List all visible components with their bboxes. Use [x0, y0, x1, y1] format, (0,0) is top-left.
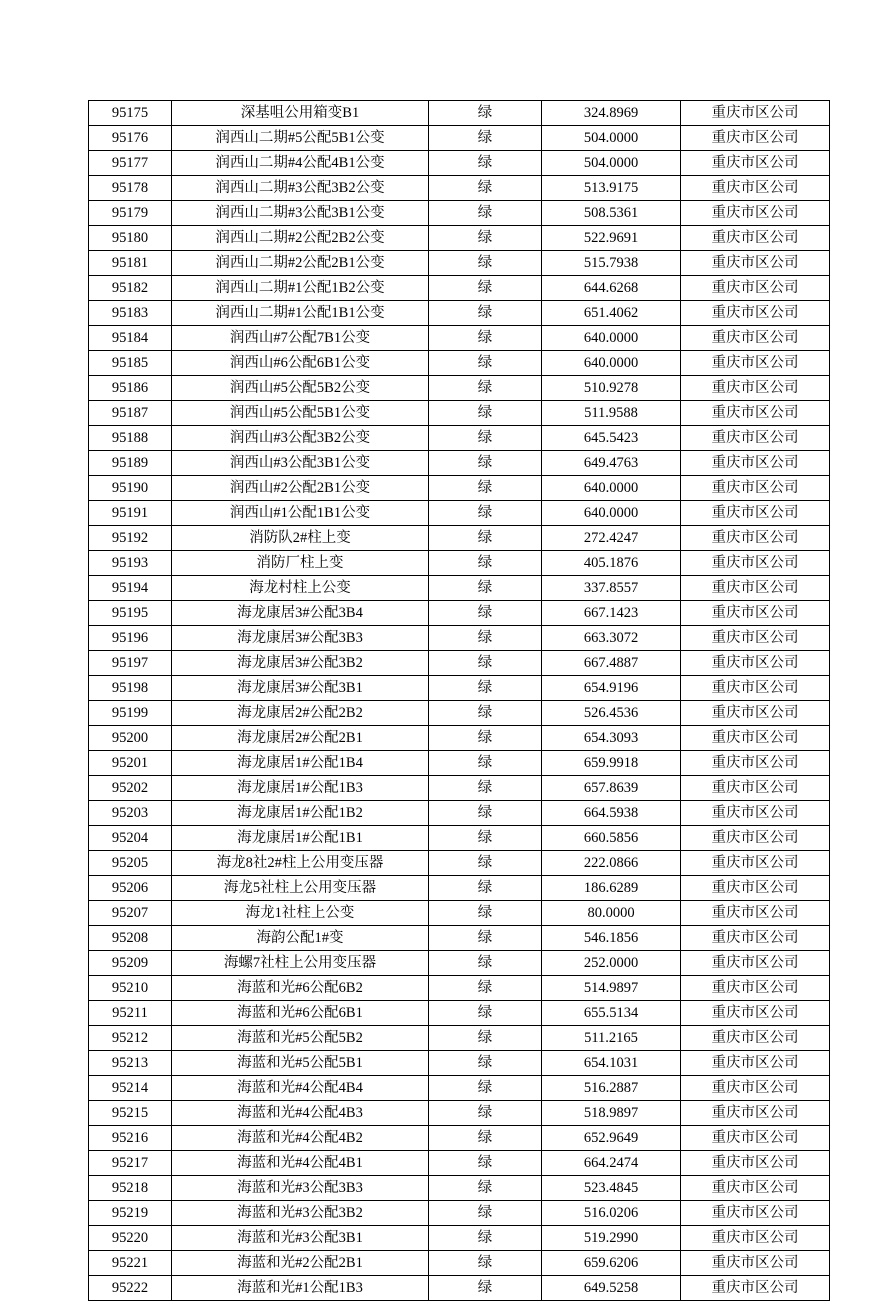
cell-level: 绿: [429, 626, 542, 651]
cell-id: 95213: [89, 1051, 172, 1076]
cell-name: 润西山#5公配5B2公变: [172, 376, 429, 401]
cell-id: 95217: [89, 1151, 172, 1176]
table-row: [89, 1126, 830, 1151]
cell-name: 海龙1社柱上公变: [172, 901, 429, 926]
cell-name: 润西山二期#1公配1B2公变: [172, 276, 429, 301]
cell-value: 80.0000: [542, 901, 681, 926]
cell-level: 绿: [429, 976, 542, 1001]
cell-value: 654.9196: [542, 676, 681, 701]
cell-id: 95179: [89, 201, 172, 226]
cell-value: 664.2474: [542, 1151, 681, 1176]
cell-name: 润西山#3公配3B2公变: [172, 426, 429, 451]
table-row: [89, 926, 830, 951]
cell-id: 95184: [89, 326, 172, 351]
cell-level: 绿: [429, 1226, 542, 1251]
cell-organization: 重庆市区公司: [681, 401, 830, 426]
cell-id: 95205: [89, 851, 172, 876]
cell-id: 95210: [89, 976, 172, 1001]
table-row: [89, 176, 830, 201]
cell-level: 绿: [429, 1176, 542, 1201]
cell-id: 95181: [89, 251, 172, 276]
cell-level: 绿: [429, 1076, 542, 1101]
cell-id: 95209: [89, 951, 172, 976]
cell-organization: 重庆市区公司: [681, 751, 830, 776]
cell-level: 绿: [429, 601, 542, 626]
cell-organization: 重庆市区公司: [681, 601, 830, 626]
cell-value: 511.9588: [542, 401, 681, 426]
cell-organization: 重庆市区公司: [681, 226, 830, 251]
cell-level: 绿: [429, 1276, 542, 1301]
cell-organization: 重庆市区公司: [681, 1126, 830, 1151]
table-row: [89, 476, 830, 501]
cell-id: 95194: [89, 576, 172, 601]
cell-value: 654.3093: [542, 726, 681, 751]
cell-id: 95193: [89, 551, 172, 576]
cell-value: 657.8639: [542, 776, 681, 801]
table-row: [89, 576, 830, 601]
cell-name: 润西山#2公配2B1公变: [172, 476, 429, 501]
cell-level: 绿: [429, 701, 542, 726]
table-row: [89, 351, 830, 376]
cell-level: 绿: [429, 576, 542, 601]
cell-name: 润西山二期#3公配3B2公变: [172, 176, 429, 201]
cell-value: 186.6289: [542, 876, 681, 901]
cell-value: 515.7938: [542, 251, 681, 276]
cell-value: 667.4887: [542, 651, 681, 676]
cell-value: 518.9897: [542, 1101, 681, 1126]
table-row: [89, 976, 830, 1001]
table-row: [89, 801, 830, 826]
cell-value: 324.8969: [542, 101, 681, 126]
table-row: [89, 851, 830, 876]
cell-level: 绿: [429, 1051, 542, 1076]
cell-value: 504.0000: [542, 151, 681, 176]
cell-organization: 重庆市区公司: [681, 101, 830, 126]
cell-organization: 重庆市区公司: [681, 701, 830, 726]
cell-organization: 重庆市区公司: [681, 476, 830, 501]
cell-level: 绿: [429, 451, 542, 476]
cell-id: 95216: [89, 1126, 172, 1151]
cell-value: 645.5423: [542, 426, 681, 451]
cell-name: 海蓝和光#4公配4B3: [172, 1101, 429, 1126]
cell-organization: 重庆市区公司: [681, 826, 830, 851]
cell-id: 95192: [89, 526, 172, 551]
cell-value: 519.2990: [542, 1226, 681, 1251]
cell-organization: 重庆市区公司: [681, 1176, 830, 1201]
cell-id: 95219: [89, 1201, 172, 1226]
cell-value: 667.1423: [542, 601, 681, 626]
cell-value: 252.0000: [542, 951, 681, 976]
cell-name: 海蓝和光#3公配3B3: [172, 1176, 429, 1201]
cell-name: 润西山二期#2公配2B1公变: [172, 251, 429, 276]
cell-name: 消防队2#柱上变: [172, 526, 429, 551]
cell-value: 660.5856: [542, 826, 681, 851]
cell-level: 绿: [429, 526, 542, 551]
table-row: [89, 751, 830, 776]
cell-id: 95190: [89, 476, 172, 501]
cell-name: 润西山#3公配3B1公变: [172, 451, 429, 476]
cell-level: 绿: [429, 876, 542, 901]
cell-name: 润西山二期#5公配5B1公变: [172, 126, 429, 151]
cell-id: 95197: [89, 651, 172, 676]
cell-level: 绿: [429, 1101, 542, 1126]
cell-id: 95177: [89, 151, 172, 176]
cell-id: 95186: [89, 376, 172, 401]
cell-id: 95207: [89, 901, 172, 926]
cell-level: 绿: [429, 1026, 542, 1051]
cell-id: 95178: [89, 176, 172, 201]
cell-value: 640.0000: [542, 351, 681, 376]
cell-organization: 重庆市区公司: [681, 1001, 830, 1026]
cell-id: 95220: [89, 1226, 172, 1251]
table-row: [89, 551, 830, 576]
cell-level: 绿: [429, 276, 542, 301]
cell-level: 绿: [429, 1151, 542, 1176]
cell-name: 海蓝和光#5公配5B2: [172, 1026, 429, 1051]
table-row: [89, 1201, 830, 1226]
cell-id: 95221: [89, 1251, 172, 1276]
cell-organization: 重庆市区公司: [681, 526, 830, 551]
cell-value: 654.1031: [542, 1051, 681, 1076]
cell-value: 511.2165: [542, 1026, 681, 1051]
cell-organization: 重庆市区公司: [681, 376, 830, 401]
cell-value: 664.5938: [542, 801, 681, 826]
cell-value: 640.0000: [542, 326, 681, 351]
table-row: [89, 126, 830, 151]
table-row: [89, 901, 830, 926]
cell-organization: 重庆市区公司: [681, 201, 830, 226]
cell-organization: 重庆市区公司: [681, 1101, 830, 1126]
cell-id: 95183: [89, 301, 172, 326]
cell-level: 绿: [429, 176, 542, 201]
cell-level: 绿: [429, 751, 542, 776]
table-row: [89, 676, 830, 701]
cell-name: 海龙村柱上公变: [172, 576, 429, 601]
cell-organization: 重庆市区公司: [681, 176, 830, 201]
cell-level: 绿: [429, 101, 542, 126]
cell-name: 海龙康居2#公配2B2: [172, 701, 429, 726]
cell-organization: 重庆市区公司: [681, 501, 830, 526]
cell-id: 95200: [89, 726, 172, 751]
cell-id: 95176: [89, 126, 172, 151]
cell-value: 663.3072: [542, 626, 681, 651]
cell-level: 绿: [429, 326, 542, 351]
table-row: [89, 1001, 830, 1026]
cell-organization: 重庆市区公司: [681, 1051, 830, 1076]
cell-name: 润西山二期#4公配4B1公变: [172, 151, 429, 176]
cell-level: 绿: [429, 551, 542, 576]
cell-value: 651.4062: [542, 301, 681, 326]
table-body: [89, 101, 830, 1301]
cell-organization: 重庆市区公司: [681, 876, 830, 901]
cell-value: 272.4247: [542, 526, 681, 551]
table-row: [89, 1151, 830, 1176]
cell-id: 95185: [89, 351, 172, 376]
table-row: [89, 276, 830, 301]
cell-name: 海龙5社柱上公用变压器: [172, 876, 429, 901]
cell-value: 222.0866: [542, 851, 681, 876]
cell-organization: 重庆市区公司: [681, 1201, 830, 1226]
cell-level: 绿: [429, 651, 542, 676]
cell-level: 绿: [429, 1001, 542, 1026]
cell-organization: 重庆市区公司: [681, 626, 830, 651]
table-row: [89, 451, 830, 476]
cell-level: 绿: [429, 1126, 542, 1151]
cell-organization: 重庆市区公司: [681, 851, 830, 876]
cell-level: 绿: [429, 151, 542, 176]
cell-id: 95206: [89, 876, 172, 901]
cell-level: 绿: [429, 251, 542, 276]
cell-name: 海蓝和光#5公配5B1: [172, 1051, 429, 1076]
table-row: [89, 1226, 830, 1251]
cell-id: 95188: [89, 426, 172, 451]
cell-organization: 重庆市区公司: [681, 976, 830, 1001]
cell-id: 95204: [89, 826, 172, 851]
cell-level: 绿: [429, 776, 542, 801]
cell-organization: 重庆市区公司: [681, 926, 830, 951]
cell-name: 海龙康居3#公配3B4: [172, 601, 429, 626]
cell-organization: 重庆市区公司: [681, 551, 830, 576]
cell-id: 95180: [89, 226, 172, 251]
table-row: [89, 251, 830, 276]
cell-name: 海龙康居1#公配1B1: [172, 826, 429, 851]
cell-name: 海龙康居1#公配1B2: [172, 801, 429, 826]
cell-id: 95214: [89, 1076, 172, 1101]
cell-organization: 重庆市区公司: [681, 276, 830, 301]
table-row: [89, 601, 830, 626]
cell-name: 海韵公配1#变: [172, 926, 429, 951]
cell-organization: 重庆市区公司: [681, 326, 830, 351]
cell-name: 海龙康居1#公配1B4: [172, 751, 429, 776]
cell-name: 海蓝和光#4公配4B1: [172, 1151, 429, 1176]
cell-organization: 重庆市区公司: [681, 251, 830, 276]
cell-id: 95196: [89, 626, 172, 651]
cell-level: 绿: [429, 401, 542, 426]
table-row: [89, 226, 830, 251]
cell-organization: 重庆市区公司: [681, 151, 830, 176]
cell-organization: 重庆市区公司: [681, 801, 830, 826]
table-row: [89, 726, 830, 751]
table-row: [89, 626, 830, 651]
cell-name: 润西山二期#1公配1B1公变: [172, 301, 429, 326]
table-row: [89, 1076, 830, 1101]
cell-name: 海蓝和光#3公配3B1: [172, 1226, 429, 1251]
cell-level: 绿: [429, 726, 542, 751]
cell-name: 海蓝和光#3公配3B2: [172, 1201, 429, 1226]
cell-value: 640.0000: [542, 476, 681, 501]
cell-value: 526.4536: [542, 701, 681, 726]
cell-value: 522.9691: [542, 226, 681, 251]
cell-organization: 重庆市区公司: [681, 651, 830, 676]
cell-name: 润西山#6公配6B1公变: [172, 351, 429, 376]
cell-id: 95198: [89, 676, 172, 701]
cell-level: 绿: [429, 826, 542, 851]
cell-value: 514.9897: [542, 976, 681, 1001]
table-row: [89, 501, 830, 526]
cell-level: 绿: [429, 926, 542, 951]
cell-value: 405.1876: [542, 551, 681, 576]
cell-name: 海龙康居1#公配1B3: [172, 776, 429, 801]
cell-level: 绿: [429, 1251, 542, 1276]
cell-id: 95215: [89, 1101, 172, 1126]
table-row: [89, 1251, 830, 1276]
cell-value: 649.5258: [542, 1276, 681, 1301]
cell-level: 绿: [429, 501, 542, 526]
table-row: [89, 301, 830, 326]
table-row: [89, 826, 830, 851]
cell-organization: 重庆市区公司: [681, 1276, 830, 1301]
cell-level: 绿: [429, 351, 542, 376]
table-row: [89, 1101, 830, 1126]
table-row: [89, 101, 830, 126]
cell-organization: 重庆市区公司: [681, 776, 830, 801]
table-row: [89, 151, 830, 176]
cell-value: 644.6268: [542, 276, 681, 301]
cell-name: 润西山二期#3公配3B1公变: [172, 201, 429, 226]
table-row: [89, 651, 830, 676]
cell-id: 95175: [89, 101, 172, 126]
cell-organization: 重庆市区公司: [681, 1251, 830, 1276]
cell-name: 海蓝和光#4公配4B4: [172, 1076, 429, 1101]
cell-level: 绿: [429, 801, 542, 826]
cell-name: 海蓝和光#2公配2B1: [172, 1251, 429, 1276]
cell-organization: 重庆市区公司: [681, 451, 830, 476]
cell-name: 海龙康居2#公配2B1: [172, 726, 429, 751]
table-row: [89, 526, 830, 551]
cell-organization: 重庆市区公司: [681, 1151, 830, 1176]
cell-value: 649.4763: [542, 451, 681, 476]
table-row: [89, 426, 830, 451]
cell-level: 绿: [429, 1201, 542, 1226]
cell-value: 655.5134: [542, 1001, 681, 1026]
cell-id: 95211: [89, 1001, 172, 1026]
cell-organization: 重庆市区公司: [681, 1226, 830, 1251]
cell-value: 513.9175: [542, 176, 681, 201]
cell-level: 绿: [429, 426, 542, 451]
cell-organization: 重庆市区公司: [681, 301, 830, 326]
cell-id: 95222: [89, 1276, 172, 1301]
cell-value: 652.9649: [542, 1126, 681, 1151]
cell-id: 95187: [89, 401, 172, 426]
cell-name: 海蓝和光#4公配4B2: [172, 1126, 429, 1151]
cell-name: 海龙康居3#公配3B1: [172, 676, 429, 701]
cell-name: 消防厂柱上变: [172, 551, 429, 576]
table-row: [89, 951, 830, 976]
cell-value: 640.0000: [542, 501, 681, 526]
cell-name: 深基咀公用箱变B1: [172, 101, 429, 126]
table-row: [89, 1176, 830, 1201]
cell-id: 95199: [89, 701, 172, 726]
cell-organization: 重庆市区公司: [681, 576, 830, 601]
transformer-table: [88, 100, 830, 1301]
cell-id: 95182: [89, 276, 172, 301]
table-row: [89, 326, 830, 351]
table-row: [89, 401, 830, 426]
table-row: [89, 1026, 830, 1051]
cell-level: 绿: [429, 301, 542, 326]
table-row: [89, 701, 830, 726]
table-row: [89, 1051, 830, 1076]
cell-id: 95195: [89, 601, 172, 626]
cell-organization: 重庆市区公司: [681, 901, 830, 926]
table-row: [89, 1276, 830, 1301]
cell-id: 95203: [89, 801, 172, 826]
cell-name: 海蓝和光#1公配1B3: [172, 1276, 429, 1301]
cell-name: 润西山#7公配7B1公变: [172, 326, 429, 351]
cell-name: 海蓝和光#6公配6B1: [172, 1001, 429, 1026]
cell-value: 508.5361: [542, 201, 681, 226]
table-row: [89, 376, 830, 401]
cell-organization: 重庆市区公司: [681, 126, 830, 151]
cell-id: 95189: [89, 451, 172, 476]
cell-level: 绿: [429, 476, 542, 501]
cell-id: 95208: [89, 926, 172, 951]
cell-level: 绿: [429, 951, 542, 976]
cell-level: 绿: [429, 126, 542, 151]
cell-organization: 重庆市区公司: [681, 726, 830, 751]
cell-name: 海龙康居3#公配3B2: [172, 651, 429, 676]
cell-level: 绿: [429, 376, 542, 401]
cell-organization: 重庆市区公司: [681, 1026, 830, 1051]
table-row: [89, 876, 830, 901]
cell-name: 海螺7社柱上公用变压器: [172, 951, 429, 976]
table-row: [89, 201, 830, 226]
cell-level: 绿: [429, 226, 542, 251]
cell-level: 绿: [429, 201, 542, 226]
cell-value: 659.9918: [542, 751, 681, 776]
cell-id: 95212: [89, 1026, 172, 1051]
cell-id: 95201: [89, 751, 172, 776]
cell-value: 504.0000: [542, 126, 681, 151]
cell-organization: 重庆市区公司: [681, 951, 830, 976]
cell-value: 510.9278: [542, 376, 681, 401]
cell-organization: 重庆市区公司: [681, 351, 830, 376]
cell-level: 绿: [429, 851, 542, 876]
cell-organization: 重庆市区公司: [681, 676, 830, 701]
cell-value: 659.6206: [542, 1251, 681, 1276]
cell-id: 95218: [89, 1176, 172, 1201]
cell-value: 337.8557: [542, 576, 681, 601]
cell-value: 523.4845: [542, 1176, 681, 1201]
cell-level: 绿: [429, 901, 542, 926]
cell-name: 润西山二期#2公配2B2公变: [172, 226, 429, 251]
cell-id: 95191: [89, 501, 172, 526]
cell-name: 海龙8社2#柱上公用变压器: [172, 851, 429, 876]
cell-name: 海龙康居3#公配3B3: [172, 626, 429, 651]
cell-value: 516.2887: [542, 1076, 681, 1101]
cell-id: 95202: [89, 776, 172, 801]
cell-name: 润西山#5公配5B1公变: [172, 401, 429, 426]
cell-name: 海蓝和光#6公配6B2: [172, 976, 429, 1001]
cell-organization: 重庆市区公司: [681, 1076, 830, 1101]
cell-organization: 重庆市区公司: [681, 426, 830, 451]
table-row: [89, 776, 830, 801]
transformer-table-container: [88, 100, 804, 1301]
cell-value: 516.0206: [542, 1201, 681, 1226]
cell-name: 润西山#1公配1B1公变: [172, 501, 429, 526]
cell-value: 546.1856: [542, 926, 681, 951]
cell-level: 绿: [429, 676, 542, 701]
